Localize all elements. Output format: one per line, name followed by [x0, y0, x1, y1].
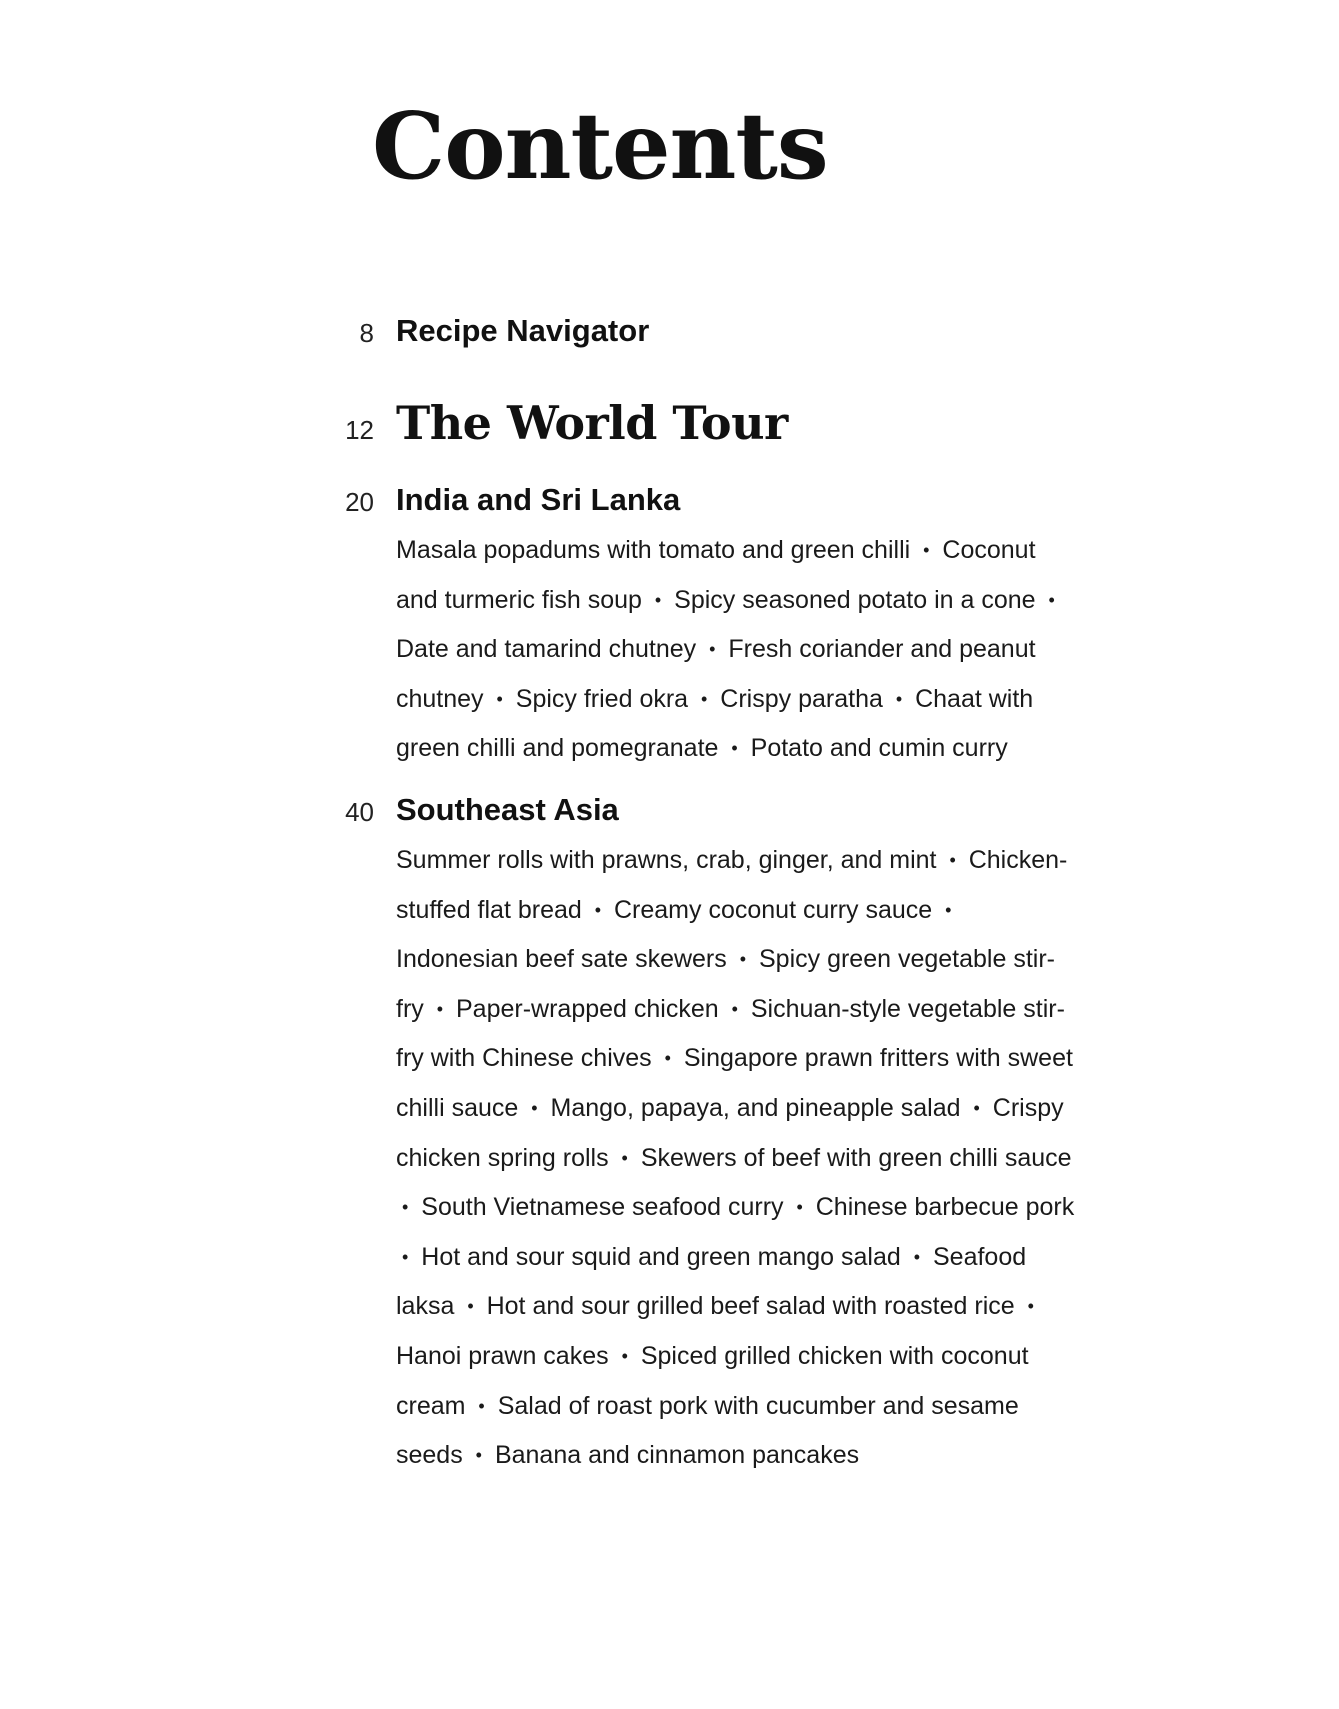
recipe-item[interactable]: Sichuan-style vegetable stir-fry with Chinese chives [396, 994, 1065, 1073]
bullet-separator: • [467, 1296, 474, 1317]
bullet-separator: • [923, 540, 930, 560]
section-heading[interactable]: The World Tour [396, 396, 788, 450]
recipe-item[interactable]: Indonesian beef sate skewers [396, 945, 727, 974]
section-heading[interactable]: Recipe Navigator [396, 313, 650, 348]
bullet-separator: • [436, 998, 444, 1019]
recipe-item[interactable]: Crispy paratha [720, 684, 883, 713]
recipe-item[interactable]: Hot and sour squid and green mango salad [421, 1242, 901, 1271]
recipe-item[interactable]: Summer rolls with prawns, crab, ginger, and mint [396, 846, 937, 874]
recipe-item[interactable]: Date and tamarind chutney [396, 635, 697, 664]
recipe-item[interactable]: Spicy seasoned potato in a cone [674, 585, 1036, 614]
recipe-item[interactable]: Potato and cumin curry [750, 734, 1008, 763]
bullet-separator: • [731, 998, 738, 1019]
bullet-separator: • [531, 1097, 538, 1118]
page-number: 40 [345, 797, 374, 827]
recipe-item[interactable]: Crispy chicken spring rolls [396, 1093, 1064, 1172]
bullet-separator: • [621, 1345, 628, 1366]
recipe-item[interactable]: Hanoi prawn cakes [396, 1341, 609, 1370]
recipe-item[interactable]: Chinese barbecue pork [815, 1193, 1075, 1222]
recipe-item[interactable]: Spicy fried okra [515, 684, 689, 713]
recipe-list [396, 527, 1076, 775]
recipe-item[interactable]: Fresh coriander and peanut chutney [396, 635, 1036, 713]
bullet-separator: • [701, 688, 708, 709]
bullet-separator: • [1027, 1296, 1034, 1317]
recipe-item[interactable]: Paper-wrapped chicken [456, 994, 719, 1023]
bullet-separator: • [949, 850, 956, 870]
recipe-item[interactable]: Banana and cinnamon pancakes [494, 1441, 860, 1470]
recipe-item[interactable]: Hot and sour grilled beef salad with roasted rice [486, 1292, 1015, 1321]
bullet-separator: • [402, 1246, 409, 1267]
bullet-separator: • [664, 1048, 671, 1069]
bullet-separator: • [478, 1395, 485, 1416]
recipe-item[interactable]: Coconut and turmeric fish soup [396, 536, 1036, 614]
bullet-separator: • [945, 899, 952, 920]
bullet-separator: • [621, 1147, 628, 1168]
recipe-item[interactable]: Creamy coconut curry sauce [614, 895, 933, 924]
bullet-separator: • [475, 1445, 482, 1466]
recipe-item[interactable]: Masala popadums with tomato and green chilli [396, 536, 911, 564]
section-heading[interactable]: India and Sri Lanka [396, 482, 681, 517]
recipe-item[interactable]: Singapore prawn fritters with sweet chilli sauce [396, 1044, 1073, 1122]
page-number: 8 [359, 318, 374, 348]
bullet-separator: • [594, 899, 602, 920]
bullet-separator: • [402, 1197, 409, 1218]
bullet-separator: • [973, 1097, 980, 1118]
bullet-separator: • [496, 688, 503, 709]
recipe-item[interactable]: Skewers of beef with green chilli sauce [640, 1143, 1072, 1172]
recipe-item[interactable]: Chaat with green chilli and pomegranate [396, 684, 1034, 763]
page-number: 12 [345, 415, 374, 445]
recipe-item[interactable]: Spiced grilled chicken with coconut cream [396, 1341, 1029, 1420]
bullet-separator: • [731, 738, 738, 759]
recipe-item[interactable]: Spicy green vegetable stir-fry [396, 945, 1055, 1023]
page-number: 20 [345, 487, 374, 517]
bullet-separator: • [709, 639, 716, 660]
recipe-list [396, 837, 1076, 1482]
recipe-item[interactable]: South Vietnamese seafood curry [421, 1193, 784, 1222]
bullet-separator: • [913, 1246, 921, 1267]
bullet-separator: • [796, 1197, 803, 1218]
bullet-separator: • [895, 688, 903, 709]
recipe-item[interactable]: Mango, papaya, and pineapple salad [550, 1093, 961, 1122]
bullet-separator: • [1048, 589, 1055, 610]
section-heading[interactable]: Southeast Asia [396, 792, 619, 827]
bullet-separator: • [739, 949, 747, 970]
recipe-item[interactable]: Seafood laksa [396, 1242, 1027, 1321]
page-title: Contents [372, 92, 828, 200]
bullet-separator: • [654, 589, 662, 610]
recipe-item[interactable]: Chicken-stuffed flat bread [396, 846, 1068, 924]
recipe-item[interactable]: Salad of roast pork with cucumber and sesame seeds [396, 1391, 1019, 1470]
